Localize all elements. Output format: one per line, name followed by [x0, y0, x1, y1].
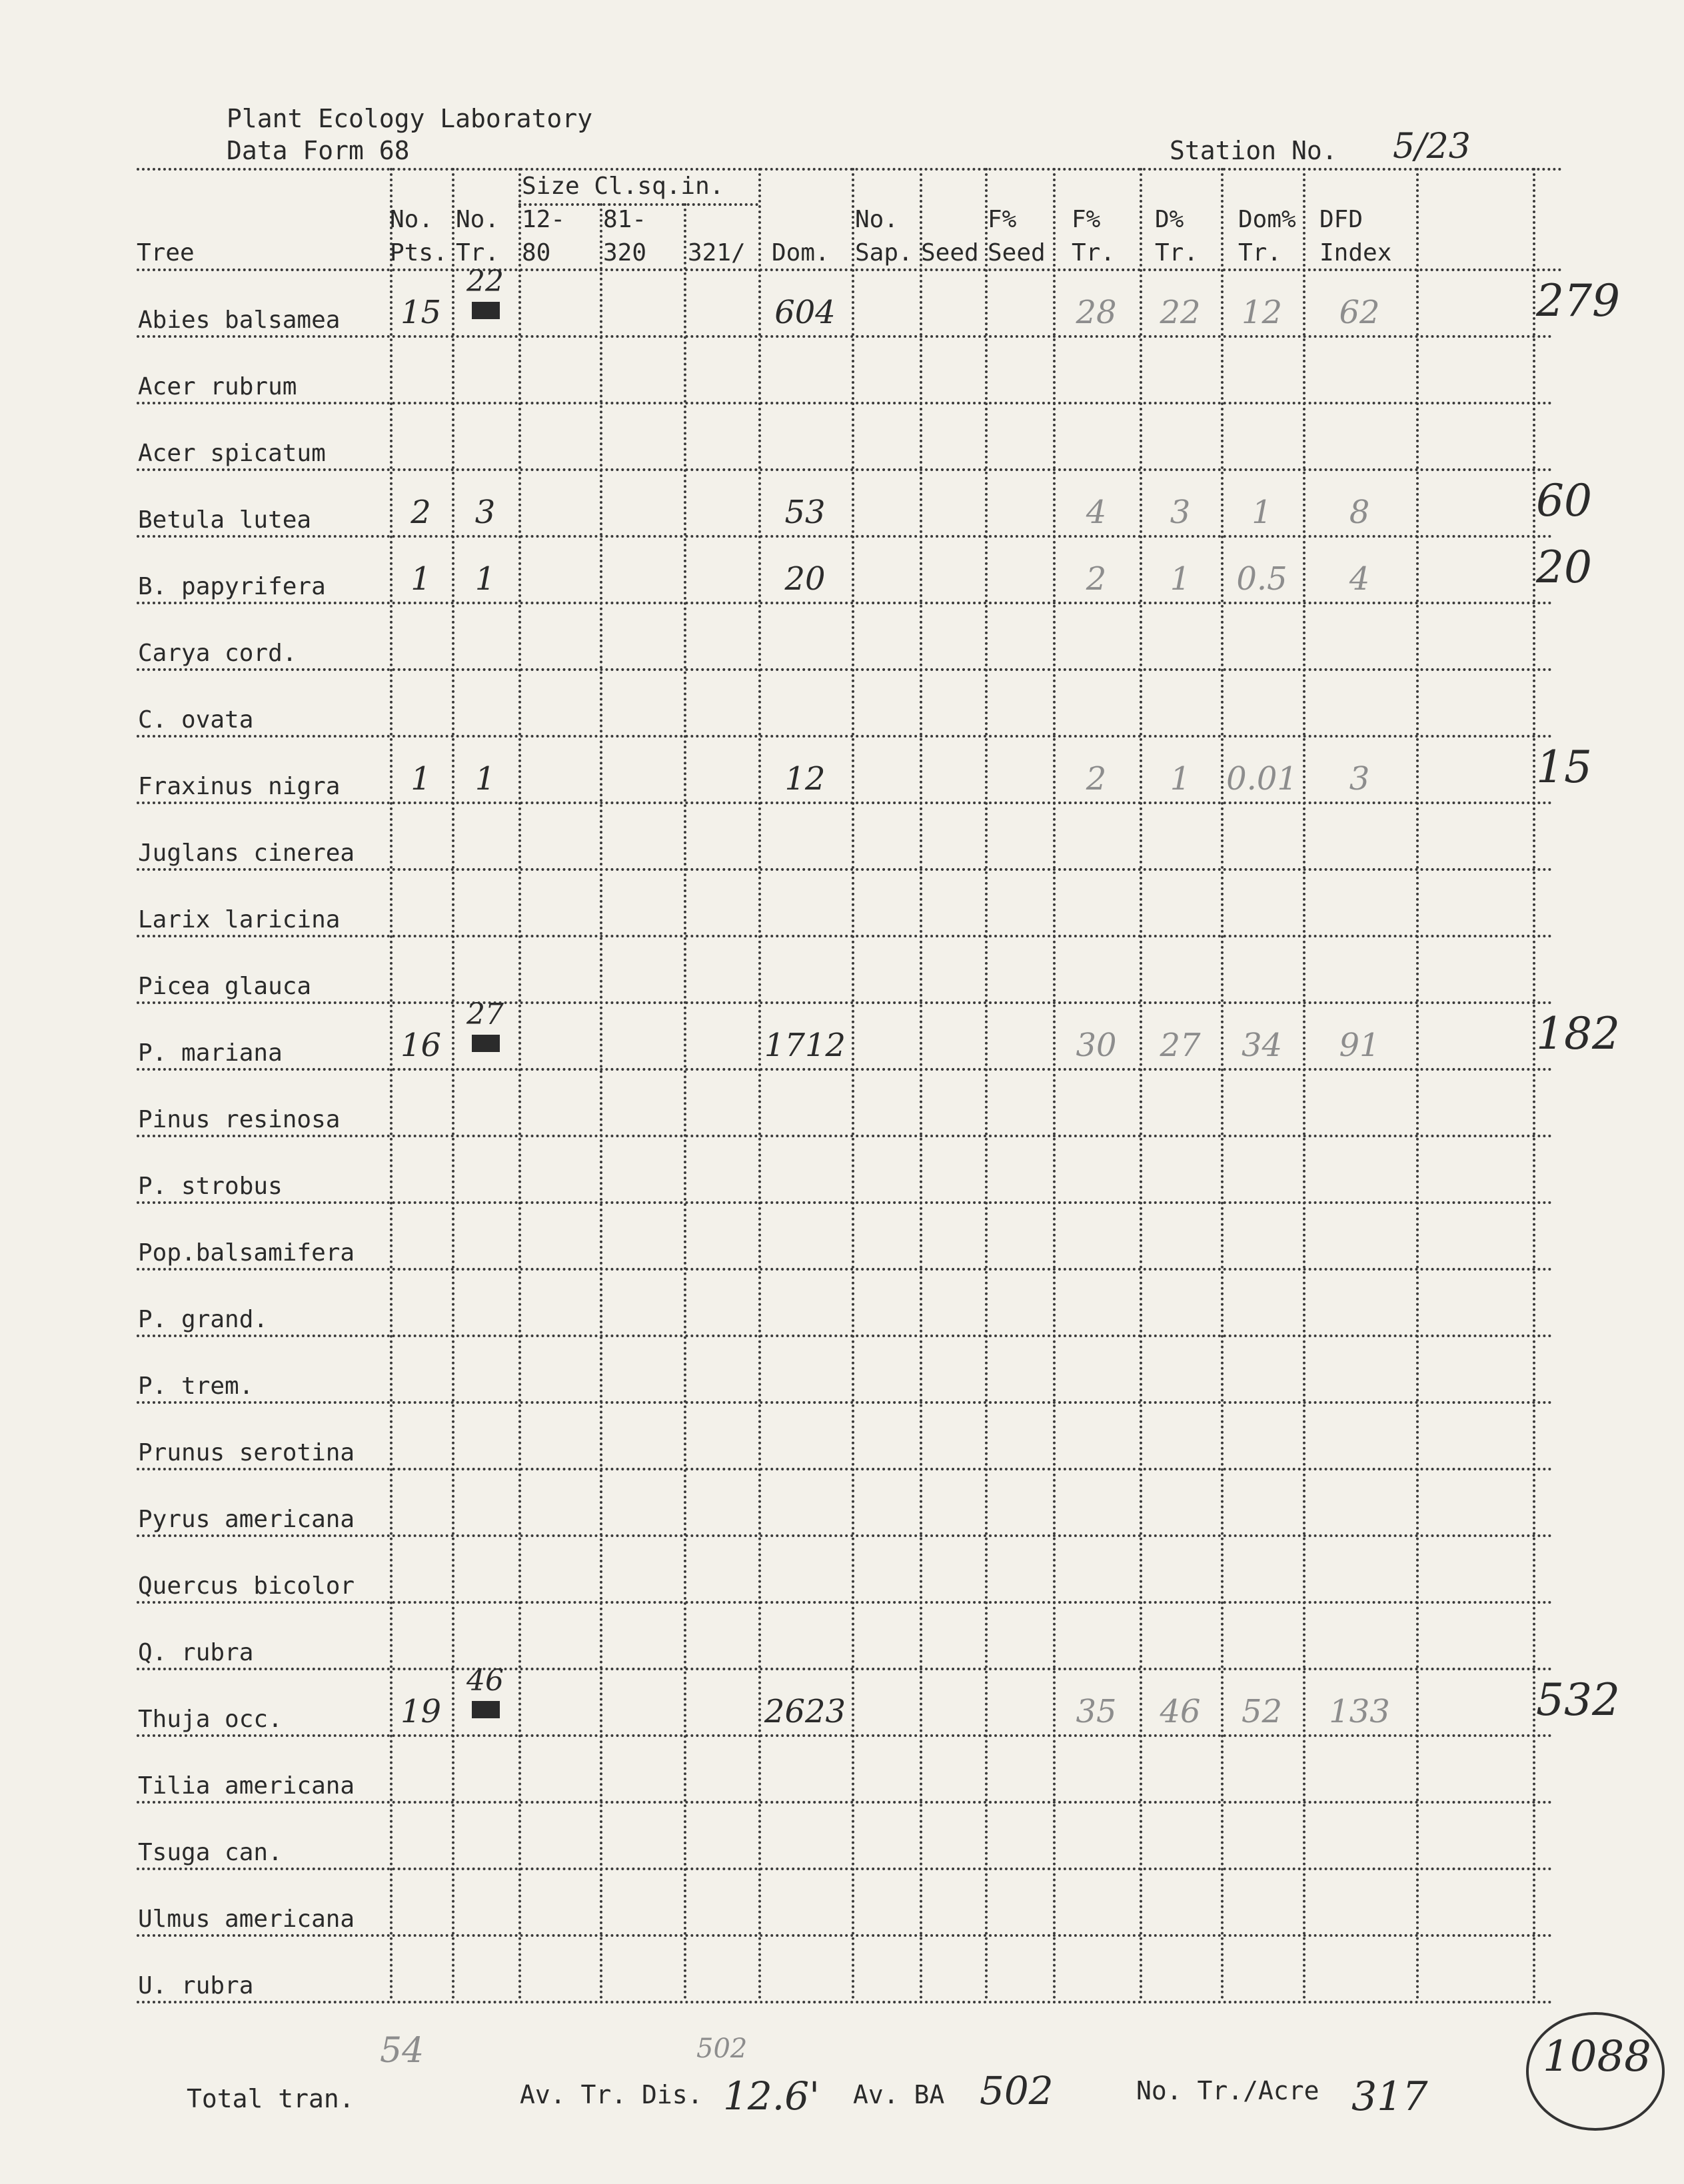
row-rule	[137, 1335, 1553, 1337]
row-rule	[137, 1668, 1553, 1670]
col-no-pts-2: Pts.	[390, 239, 448, 267]
col-dom: Dom.	[772, 239, 830, 267]
struck-entry	[472, 1701, 500, 1718]
cell-tr-corrected: 46	[466, 1664, 504, 1698]
col-dfd-1: DFD	[1319, 206, 1363, 233]
cell-pts: 19	[400, 1693, 442, 1730]
cell-domtr: 52	[1241, 1693, 1283, 1730]
pts-total: 54	[380, 2031, 424, 2071]
cell-dfd: 91	[1339, 1027, 1380, 1064]
cell-ftr: 35	[1076, 1693, 1117, 1730]
species-name: Thuja occ.	[138, 1706, 283, 1733]
cell-dom: 1712	[764, 1027, 846, 1064]
species-name: Pyrus americana	[138, 1506, 355, 1533]
species-name: Acer rubrum	[138, 373, 297, 400]
row-rule	[137, 1934, 1553, 1937]
cell-pts: 16	[400, 1027, 442, 1064]
cell-domtr: 0.5	[1236, 560, 1287, 598]
species-name: Tsuga can.	[138, 1839, 283, 1866]
cell-tr: 1	[474, 560, 496, 598]
row-rule	[137, 1001, 1553, 1004]
cell-dtr: 3	[1170, 494, 1191, 531]
grand-total: 1088	[1543, 2032, 1651, 2081]
col-domtr-2: Tr.	[1238, 239, 1282, 267]
row-rule	[137, 802, 1553, 804]
col-size1-b: 80	[522, 239, 551, 267]
cell-domtr: 0.01	[1226, 760, 1297, 798]
cell-dom: 20	[784, 560, 826, 598]
row-total: 182	[1536, 1008, 1620, 1059]
row-rule	[137, 1801, 1553, 1804]
column-rule	[684, 203, 686, 2001]
cell-dtr: 1	[1170, 560, 1191, 598]
cell-dom: 2623	[764, 1693, 846, 1730]
cell-dom: 12	[784, 760, 826, 798]
col-sap-2: Sap.	[855, 239, 913, 267]
column-rule	[852, 168, 854, 2001]
col-domtr-1: Dom%	[1238, 206, 1296, 233]
cell-dtr: 46	[1160, 1693, 1201, 1730]
row-rule	[137, 468, 1553, 471]
row-rule	[137, 1401, 1553, 1404]
row-rule	[137, 1468, 1553, 1470]
cell-tr-corrected: 27	[466, 997, 504, 1031]
cell-pts: 15	[400, 294, 442, 331]
total-tran-label: Total tran.	[187, 2084, 355, 2113]
species-name: C. ovata	[138, 706, 254, 734]
cell-ftr: 2	[1086, 760, 1107, 798]
row-rule	[137, 402, 1553, 404]
row-rule	[137, 2001, 1553, 2003]
row-rule	[137, 1601, 1553, 1604]
cell-pts: 2	[411, 494, 431, 531]
col-size1-a: 12-	[522, 206, 566, 233]
col-dfd-2: Index	[1319, 239, 1392, 267]
cell-ftr: 30	[1076, 1027, 1117, 1064]
column-rule	[1533, 168, 1535, 2001]
species-name: Carya cord.	[138, 640, 297, 667]
cell-dtr: 22	[1160, 294, 1201, 331]
row-rule	[137, 868, 1553, 871]
species-name: Prunus serotina	[138, 1439, 355, 1466]
cell-dfd: 62	[1339, 294, 1380, 331]
av-ba-label: Av. BA	[853, 2080, 945, 2109]
row-rule	[137, 1534, 1553, 1537]
species-name: Abies balsamea	[138, 306, 341, 334]
cell-ftr: 2	[1086, 560, 1107, 598]
col-ftr-1: F%	[1072, 206, 1101, 233]
row-total: 60	[1536, 475, 1592, 526]
cell-dtr: 27	[1160, 1027, 1201, 1064]
av-ba-value: 502	[980, 2068, 1054, 2113]
col-dtr-2: Tr.	[1155, 239, 1199, 267]
col-seed: Seed	[921, 239, 979, 267]
col-size2-a: 81-	[603, 206, 647, 233]
row-rule	[137, 1734, 1553, 1737]
species-name: P. strobus	[138, 1173, 283, 1200]
species-name: Picea glauca	[138, 973, 312, 1000]
lab-title: Plant Ecology Laboratory	[227, 104, 593, 133]
column-rule	[452, 168, 454, 2001]
row-total: 15	[1536, 742, 1592, 793]
cell-pts: 1	[411, 760, 431, 798]
row-rule	[137, 602, 1553, 604]
species-name: Betula lutea	[138, 506, 312, 534]
species-name: Ulmus americana	[138, 1906, 355, 1933]
species-name: Pinus resinosa	[138, 1106, 341, 1133]
cell-dom: 604	[774, 294, 836, 331]
col-size-class: Size Cl.sq.in.	[522, 173, 724, 200]
struck-entry	[472, 1035, 500, 1052]
col-fseed-2: Seed	[988, 239, 1046, 267]
cell-domtr: 1	[1252, 494, 1272, 531]
cell-dfd: 3	[1349, 760, 1370, 798]
cell-dfd: 8	[1349, 494, 1370, 531]
col-no-tr-1: No.	[456, 206, 500, 233]
row-total: 20	[1536, 542, 1592, 593]
row-rule	[137, 1268, 1553, 1271]
row-rule	[137, 935, 1553, 937]
cell-dfd: 133	[1329, 1693, 1390, 1730]
species-name: Juglans cinerea	[138, 839, 355, 867]
col-ftr-2: Tr.	[1072, 239, 1116, 267]
col-no-tr-2: Tr.	[456, 239, 500, 267]
row-rule	[137, 1868, 1553, 1870]
row-total: 532	[1536, 1674, 1620, 1726]
no-tr-acre-value: 317	[1351, 2073, 1428, 2120]
cell-tr: 3	[474, 494, 496, 531]
cell-pts: 1	[411, 560, 431, 598]
species-name: Pop.balsamifera	[138, 1239, 355, 1267]
cell-ftr: 28	[1076, 294, 1117, 331]
av-tr-dis-note: 502	[696, 2033, 748, 2064]
species-name: P. trem.	[138, 1372, 254, 1400]
row-rule	[137, 735, 1553, 738]
row-rule	[137, 269, 1563, 271]
form-number: Data Form 68	[227, 136, 410, 165]
struck-entry	[472, 302, 500, 319]
species-name: P. grand.	[138, 1306, 269, 1333]
column-rule	[600, 203, 602, 2001]
cell-tr: 1	[474, 760, 496, 798]
species-name: Larix laricina	[138, 906, 341, 933]
station-label: Station No.	[1170, 136, 1337, 165]
species-name: Quercus bicolor	[138, 1572, 355, 1600]
row-total: 279	[1536, 275, 1620, 326]
station-value: 5/23	[1393, 127, 1471, 167]
column-rule	[985, 168, 988, 2001]
col-tree: Tree	[137, 239, 195, 267]
row-rule	[137, 1135, 1553, 1137]
row-rule	[137, 335, 1553, 338]
cell-ftr: 4	[1086, 494, 1107, 531]
col-fseed-1: F%	[988, 206, 1017, 233]
col-no-pts-1: No.	[390, 206, 434, 233]
species-name: Acer spicatum	[138, 440, 326, 467]
cell-dfd: 4	[1349, 560, 1370, 598]
no-tr-acre-label: No. Tr./Acre	[1136, 2076, 1319, 2105]
row-rule	[137, 668, 1553, 671]
species-name: Fraxinus nigra	[138, 773, 341, 800]
cell-dtr: 1	[1170, 760, 1191, 798]
table-top-rule	[137, 168, 1563, 171]
av-tr-dis-label: Av. Tr. Dis.	[520, 2080, 703, 2109]
species-name: B. papyrifera	[138, 573, 326, 600]
col-size3: 321/	[688, 239, 746, 267]
col-size2-b: 320	[603, 239, 647, 267]
cell-domtr: 12	[1241, 294, 1283, 331]
col-sap-1: No.	[855, 206, 899, 233]
cell-dom: 53	[784, 494, 826, 531]
av-tr-dis-value: 12.6'	[723, 2073, 820, 2119]
column-rule	[518, 168, 521, 2001]
row-rule	[137, 535, 1553, 538]
cell-tr-corrected: 22	[466, 265, 504, 298]
species-name: P. mariana	[138, 1039, 283, 1067]
column-rule	[920, 168, 922, 2001]
column-rule	[1416, 168, 1419, 2001]
cell-domtr: 34	[1241, 1027, 1283, 1064]
row-rule	[137, 1201, 1553, 1204]
col-dtr-1: D%	[1155, 206, 1184, 233]
species-name: Tilia americana	[138, 1772, 355, 1800]
species-name: Q. rubra	[138, 1639, 254, 1666]
species-name: U. rubra	[138, 1972, 254, 1999]
row-rule	[137, 1068, 1553, 1071]
